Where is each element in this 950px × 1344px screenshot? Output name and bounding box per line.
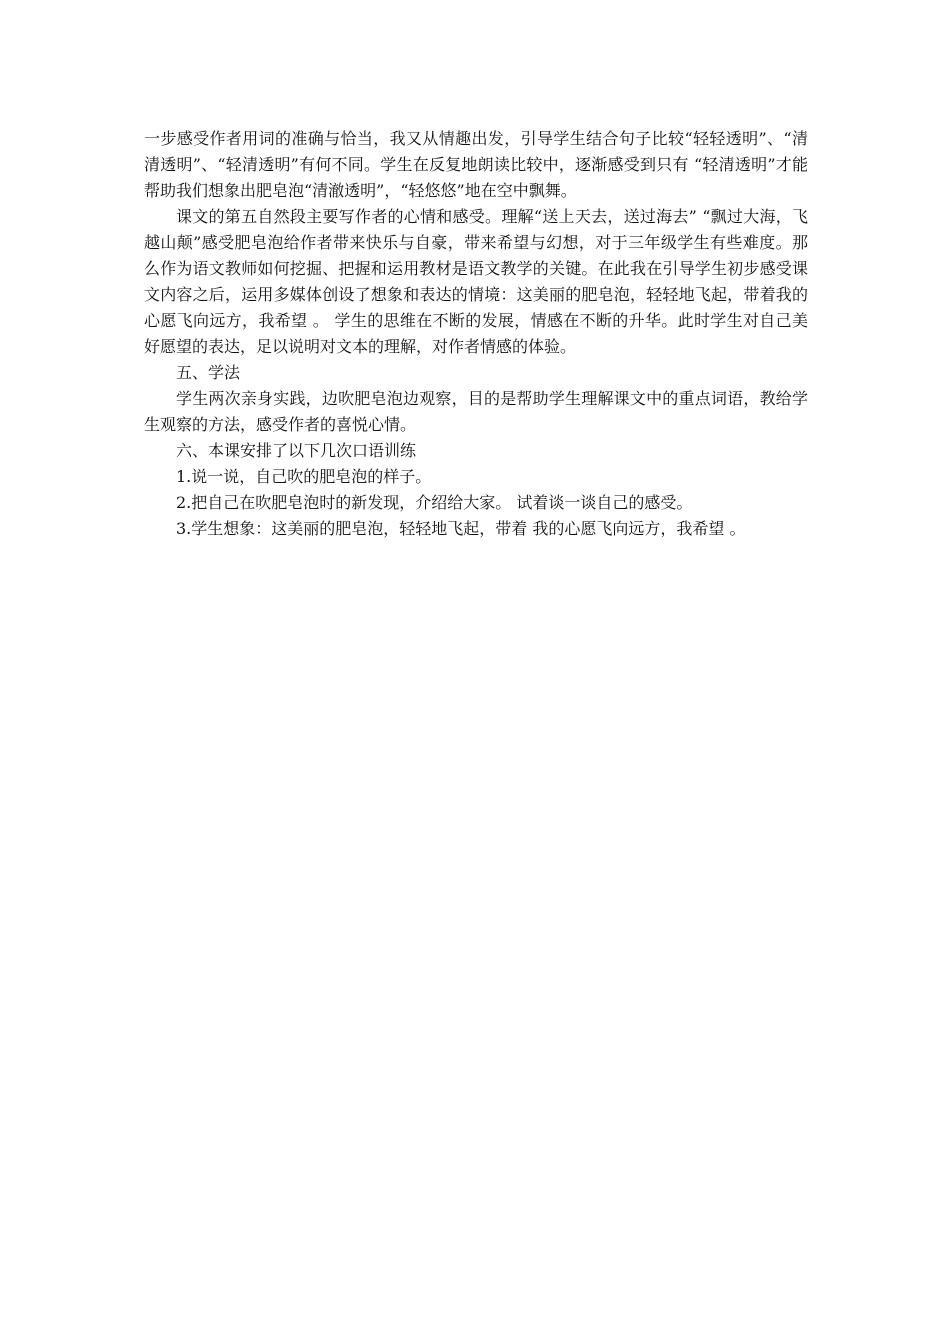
list-item-3: 3.学生想象：这美丽的肥皂泡，轻轻地飞起，带着 我的心愿飞向远方，我希望 。 xyxy=(176,519,746,538)
document-page xyxy=(144,126,808,542)
section-heading-study-method: 五、学法 xyxy=(176,363,241,382)
paragraph-continuation: 一步感受作者用词的准确与恰当，我又从情趣出发，引导学生结合句子比较“轻轻透明”、“清清透明”、“轻清透明”有何不同。学生在反复地朗读比较中，逐渐感受到只有 “轻清透明”才能帮助我们想象出肥皂泡“清澈透明”，“轻悠悠”地在空中飘舞。 xyxy=(144,129,808,200)
paragraph-study-method: 学生两次亲身实践，边吹肥皂泡边观察，目的是帮助学生理解课文中的重点词语，教给学生观察的方法，感受作者的喜悦心情。 xyxy=(144,389,808,434)
paragraph-fifth-section: 课文的第五自然段主要写作者的心情和感受。理解“送上天去，送过海去” “飘过大海，飞越山颠”感受肥皂泡给作者带来快乐与自豪，带来希望与幻想，对于三年级学生有些难度。那么作为语文教师如何挖掘、把握和运用教材是语文教学的关键。在此我在引导学生初步感受课文内容之后，运用多媒体创设了想象和表达的情境：这美丽的肥皂泡，轻轻地飞起，带着我的心愿飞向远方，我希望 。 学生的思维在不断的发展，情感在不断的升华。此时学生对自己美好愿望的表达，足以说明对文本的理解，对作者情感的体验。 xyxy=(144,207,808,356)
section-heading-oral-training: 六、本课安排了以下几次口语训练 xyxy=(176,441,417,460)
list-item-1: 1.说一说，自己吹的肥皂泡的样子。 xyxy=(176,467,432,486)
list-item-2: 2.把自己在吹肥皂泡时的新发现，介绍给大家。 试着谈一谈自己的感受。 xyxy=(176,493,693,512)
